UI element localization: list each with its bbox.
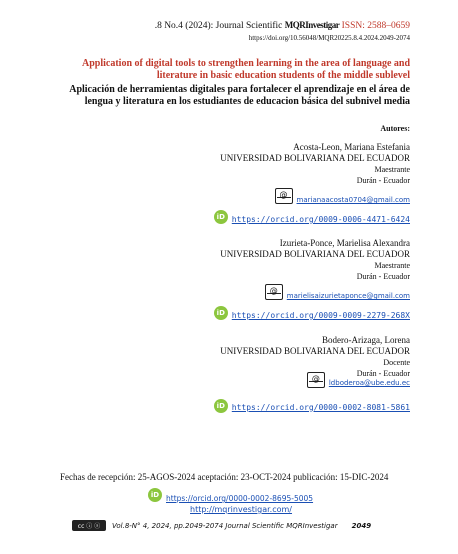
author-name: Acosta-Leon, Mariana Estefania <box>293 142 410 152</box>
page-number: 2049 <box>351 521 372 530</box>
title-english: Application of digital tools to strengthen learning in the area of language and literature in basic education students of the middle sublevel <box>82 58 410 81</box>
author-orcid-line <box>214 399 410 413</box>
email-link[interactable]: marianaacosta0704@gmail.com <box>296 196 410 204</box>
doi[interactable]: https://doi.org/10.56048/MQR20225.8.4.2024.2049-2074 <box>248 34 410 42</box>
orcid-link[interactable]: https://orcid.org/0009-0009-2279-268X <box>231 311 410 320</box>
author-city: Durán - Ecuador <box>356 369 410 378</box>
author-email-line <box>275 188 410 204</box>
issn: ISSN: 2588–0659 <box>341 21 410 31</box>
author-role: Maestrante <box>374 261 410 270</box>
email-link[interactable]: ldboderoa@ube.edu.ec <box>328 379 410 387</box>
author-city: Durán - Ecuador <box>356 272 410 281</box>
page-footer <box>72 520 371 531</box>
orcid-icon: iD <box>214 210 228 224</box>
footer-citation: Vol.8-N° 4, 2024, pp.2049-2074 Journal Scientific MQRInvestigar <box>112 521 338 530</box>
orcid-icon: iD <box>148 488 162 502</box>
orcid-link[interactable]: https://orcid.org/0009-0006-4471-6424 <box>231 215 410 224</box>
cc-license-icon: cc ⓘ ⓢ <box>72 520 106 531</box>
author-institution: UNIVERSIDAD BOLIVARIANA DEL ECUADOR <box>220 153 410 163</box>
mail-icon: @ <box>275 188 293 204</box>
email-link[interactable]: marielisaizurietaponce@gmail.com <box>286 292 410 300</box>
author-orcid-line <box>214 209 410 224</box>
publication-dates: Fechas de recepción: 25-AGOS-2024 aceptación: 23-OCT-2024 publicación: 15-DIC-2024 <box>60 472 389 482</box>
author-role: Docente <box>383 358 410 367</box>
author-institution: UNIVERSIDAD BOLIVARIANA DEL ECUADOR <box>220 249 410 259</box>
orcid-link[interactable]: https://orcid.org/0000-0002-8081-5861 <box>231 402 410 412</box>
author-city: Durán - Ecuador <box>356 176 410 185</box>
author-orcid-line <box>214 305 410 320</box>
author-block <box>110 142 410 186</box>
author-name: Bodero-Arizaga, Lorena <box>322 335 410 345</box>
author-institution: UNIVERSIDAD BOLIVARIANA DEL ECUADOR <box>220 346 410 356</box>
author-email-line <box>307 372 410 388</box>
journal-logo: MQRInvestigar <box>284 20 340 30</box>
author-block <box>110 238 410 282</box>
orcid-icon: iD <box>214 306 228 320</box>
mail-icon: @ <box>265 284 283 300</box>
author-name: Izurieta-Ponce, Marielisa Alexandra <box>279 238 410 248</box>
citation: .8 No.4 (2024): Journal Scientific <box>154 21 283 31</box>
authors-label: Autores: <box>380 124 410 133</box>
footer-orcid-link[interactable]: https://orcid.org/0000-0002-8695-5005 <box>166 494 314 503</box>
author-email-line <box>265 284 410 300</box>
website-link[interactable]: http://mqrinvestigar.com/ <box>190 505 293 514</box>
footer-orcid-line <box>148 486 313 503</box>
orcid-icon: iD <box>214 399 228 413</box>
mail-icon: @ <box>307 372 325 388</box>
title-spanish: Aplicación de herramientas digitales para fortalecer el aprendizaje en el área de lengua y literatura en los estudiantes de educacion básica del subnivel media <box>69 84 410 107</box>
author-role: Maestrante <box>374 165 410 174</box>
running-header <box>155 20 410 31</box>
